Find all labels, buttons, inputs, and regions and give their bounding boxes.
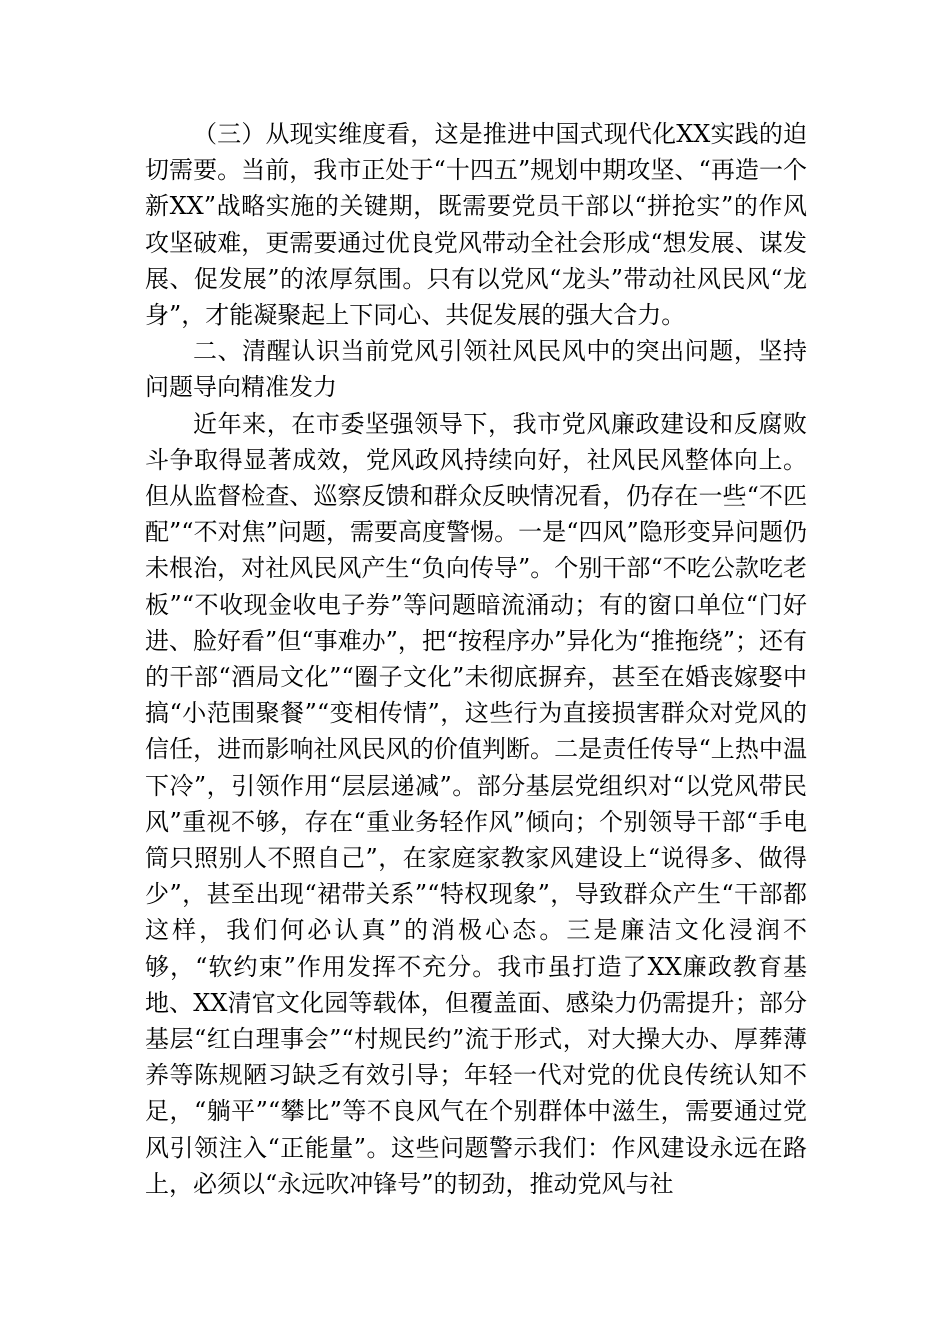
body-paragraph-problems: 近年来，在市委坚强领导下，我市党风廉政建设和反腐败斗争取得显著成效，党风政风持续向好，社风民风整体向上。但从监督检查、巡察反馈和群众反映情况看，仍存在一些“不匹配”“不对焦”问题，需要高度警惕。一是“四风”隐形变异问题仍未根治，对社风民风产生“负向传导”。个别干部“不吃公款吃老板”“不收现金收电子券”等问题暗流涌动；有的窗口单位“门好进、脸好看”但“事难办”，把“按程序办”异化为“推拖绕”；还有的干部“酒局文化”“圈子文化”未彻底摒弃，甚至在婚丧嫁娶中搞“小范围聚餐”“变相传情”，这些行为直接损害群众对党风的信任，进而影响社风民风的价值判断。二是责任传导“上热中温下冷”，引领作用“层层递减”。部分基层党组织对“以党风带民风”重视不够，存在“重业务轻作风”倾向；个别领导干部“手电筒只照别人不照自己”，在家庭家教家风建设上“说得多、做得少”，甚至出现“裙带关系”“特权现象”，导致群众产生“干部都这样，我们何必认真”的消极心态。三是廉洁文化浸润不够，“软约束”作用发挥不充分。我市虽打造了XX廉政教育基地、XX清官文化园等载体，但覆盖面、感染力仍需提升；部分基层“红白理事会”“村规民约”流于形式，对大操大办、厚葬薄养等陈规陋习缺乏有效引导；年轻一代对党的优良传统认知不足，“躺平”“攀比”等不良风气在个别群体中滋生，需要通过党风引领注入“正能量”。这些问题警示我们：作风建设永远在路上，必须以“永远吹冲锋号”的韧劲，推动党风与社	[145, 409, 807, 1198]
document-page	[145, 116, 807, 1202]
body-paragraph-modernization-practice: （三）从现实维度看，这是推进中国式现代化XX实践的迫切需要。当前，我市正处于“十四五”规划中期攻坚、“再造一个新XX”战略实施的关键期，既需要党员干部以“拼抢实”的作风攻坚破难，更需要通过优良党风带动全社会形成“想发展、谋发展、促发展”的浓厚氛围。只有以党风“龙头”带动社风民风“龙身”，才能凝聚起上下同心、共促发展的强大合力。	[145, 120, 807, 330]
section-heading-two: 二、清醒认识当前党风引领社风民风中的突出问题，坚持问题导向精准发力	[145, 337, 807, 402]
